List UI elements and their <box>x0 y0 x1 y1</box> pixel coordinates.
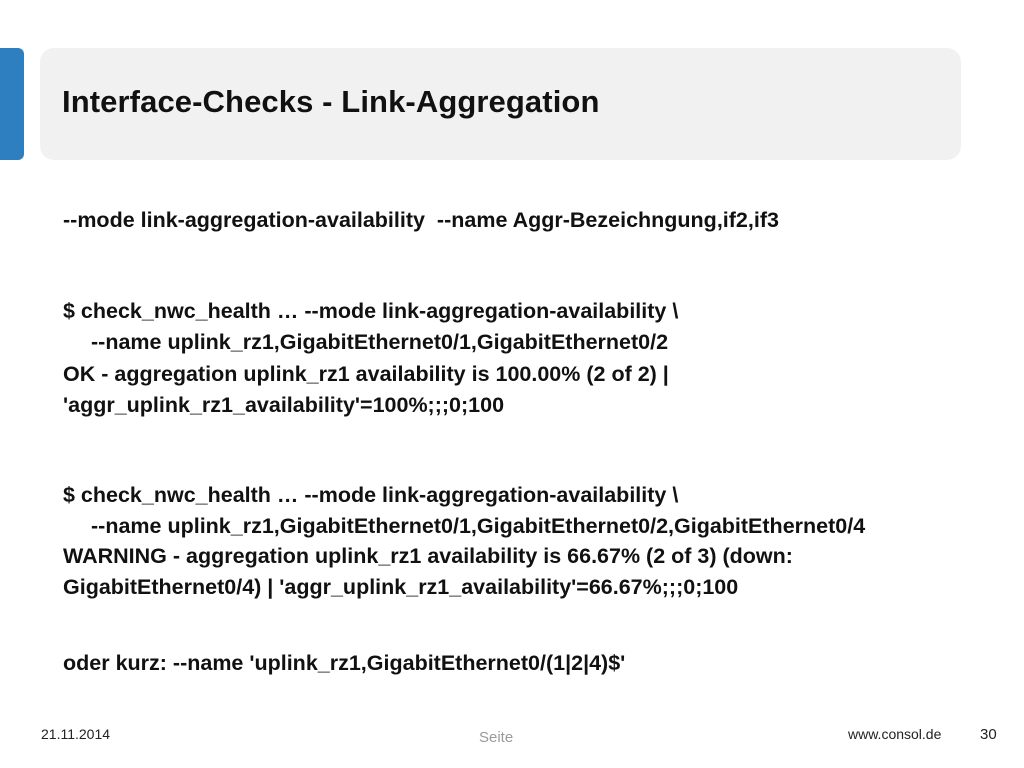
slide-content <box>63 0 1024 675</box>
example1-command-line1: $ check_nwc_health … --mode link-aggregation-availability \ <box>63 299 679 323</box>
example2-output-line1: WARNING - aggregation uplink_rz1 availability is 66.67% (2 of 3) (down: <box>63 544 793 568</box>
footer-url: www.consol.de <box>848 726 942 742</box>
footer-seite-label: Seite <box>479 729 514 746</box>
syntax-line: --mode link-aggregation-availability --name Aggr-Bezeichngung,if2,if3 <box>63 208 779 232</box>
short-form-line: oder kurz: --name 'uplink_rz1,GigabitEthernet0/(1|2|4)$' <box>63 651 626 675</box>
example2-command-line2: --name uplink_rz1,GigabitEthernet0/1,GigabitEthernet0/2,GigabitEthernet0/4 <box>91 514 866 538</box>
footer-page-number: 30 <box>980 726 997 743</box>
page-title: Interface-Checks - Link-Aggregation <box>62 84 600 119</box>
example1-output-line2: 'aggr_uplink_rz1_availability'=100%;;;0;100 <box>63 393 505 417</box>
accent-bar <box>0 48 24 160</box>
example1-command-line2: --name uplink_rz1,GigabitEthernet0/1,GigabitEthernet0/2 <box>91 330 669 354</box>
example2-output-line2: GigabitEthernet0/4) | 'aggr_uplink_rz1_availability'=66.67%;;;0;100 <box>63 575 739 599</box>
example1-output-line1: OK - aggregation uplink_rz1 availability is 100.00% (2 of 2) | <box>63 362 669 386</box>
example2-command-line1: $ check_nwc_health … --mode link-aggregation-availability \ <box>63 483 679 507</box>
footer-date: 21.11.2014 <box>41 726 111 742</box>
